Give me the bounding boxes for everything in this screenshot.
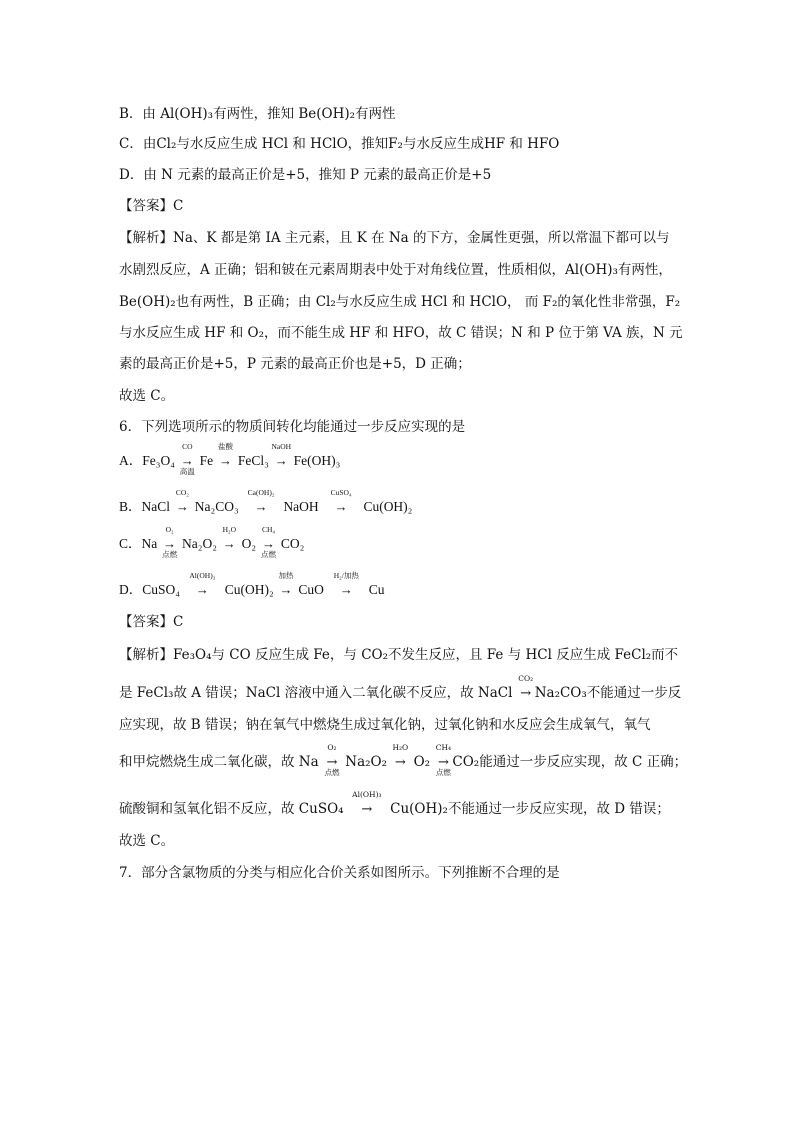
q5-answer: [119, 197, 734, 215]
species: O₂: [241, 536, 257, 551]
species: FeCl₃: [237, 453, 269, 468]
q6-conclusion: 故选 C。: [119, 833, 175, 849]
q6-option-c: C．Na O₂ → 点燃 Na₂O₂ H₂O → O₂ CH₄ → 点燃 CO₂: [119, 525, 305, 559]
reaction-arrow: CO₂ →: [175, 488, 189, 514]
q6-analysis-line-2: 是 FeCl₃故 A 错误；NaCl 溶液中通入二氧化碳不反应，故 NaCl CO₂ → Na₂CO₃不能通过一步反: [119, 674, 682, 701]
reaction-arrow: Ca(OH)₂ →: [247, 488, 275, 514]
analysis-text: Na、K 都是第 IA 主元素，且 K 在 Na 的下方，金属性更强，所以常温下都可以与: [173, 230, 670, 246]
species: Na₂O₂: [182, 536, 217, 551]
answer-label: 【答案】: [119, 614, 173, 630]
q6-analysis-line-1: [119, 646, 734, 664]
q5-option-c: C．由Cl₂与水反应生成 HCl 和 HClO，推知F₂与水反应生成HF 和 HFO: [119, 136, 560, 152]
reaction-arrow: 加热 →: [278, 571, 294, 597]
species: NaOH: [283, 499, 319, 514]
analysis-text: Fe₃O₄与 CO 反应生成 Fe，与 CO₂不发生反应，且 Fe 与 HCl 反应生成 FeCl₂而不: [173, 647, 679, 663]
species: CuSO₄: [142, 582, 180, 597]
reaction-arrow: CO → 高温: [179, 442, 195, 476]
species: Na: [141, 536, 158, 551]
reaction-arrow: CO₂ →: [518, 674, 534, 701]
q5-conclusion: 故选 C。: [119, 388, 175, 404]
species: CO₂: [280, 536, 305, 551]
species: NaCl: [141, 499, 171, 514]
species: CuO: [298, 582, 324, 597]
q6-stem: 6．下列选项所示的物质间转化均能通过一步反应实现的是: [119, 419, 466, 435]
species: Na₂CO₃: [194, 499, 239, 514]
q5-analysis-line-5: 素的最高正价是+5，P 元素的最高正价也是+5，D 正确；: [119, 356, 471, 372]
reaction-arrow: 盐酸 →: [218, 442, 234, 468]
q6-option-a: A．Fe₃O₄ CO → 高温 Fe 盐酸 → FeCl₃ NaOH → Fe(OH)₃: [119, 442, 341, 476]
answer-value: C: [173, 198, 184, 214]
reaction-arrow: O₂ → 点燃: [162, 525, 178, 559]
species: Fe: [199, 453, 214, 468]
q5-analysis-line-4: 与水反应生成 HF 和 O₂，而不能生成 HF 和 HFO，故 C 错误；N 和 P 位于第 VA 族，N 元: [119, 325, 683, 341]
species: Na₂O₂: [345, 754, 388, 770]
species: Cu: [368, 582, 385, 597]
species: Cu(OH)₂: [224, 582, 274, 597]
q7-stem: 7．部分含氯物质的分类与相应化合价关系如图所示。下列推断不合理的是: [119, 865, 560, 881]
reaction-arrow: Al(OH)₃ →: [189, 571, 216, 597]
q6-option-d: D．CuSO₄ Al(OH)₃ → Cu(OH)₂ 加热 → CuO H₂/加热 → Cu: [119, 571, 385, 597]
q5-option-b: B．由 Al(OH)₃有两性，推知 Be(OH)₂有两性: [119, 106, 396, 122]
reaction-arrow: O₂ → 点燃: [324, 743, 340, 777]
reaction-arrow: CH₄ → 点燃: [261, 525, 277, 559]
species: Fe₃O₄: [142, 453, 175, 468]
q6-analysis-line-4: 和甲烷燃烧生成二氧化碳，故 Na O₂ → 点燃 Na₂O₂ H₂O → O₂ CH₄ → 点燃 CO₂能通过一步反应实现，故 C 正确；: [119, 743, 688, 777]
reaction-arrow: H₂O →: [222, 525, 237, 551]
analysis-label: 【解析】: [119, 230, 173, 246]
reaction-arrow: H₂/加热 →: [333, 571, 359, 597]
q6-analysis-line-5: 硫酸铜和氢氧化铝不反应，故 CuSO₄ Al(OH)₃ → Cu(OH)₂不能通过一步反应实现，故 D 错误；: [119, 790, 670, 817]
analysis-label: 【解析】: [119, 647, 173, 663]
species: O₂: [413, 754, 431, 770]
answer-value: C: [173, 614, 184, 630]
q5-analysis-line-1: [119, 229, 734, 247]
q6-answer: [119, 613, 734, 631]
q6-option-b: B．NaCl CO₂ → Na₂CO₃ Ca(OH)₂ → NaOH CuSO₄ → Cu(OH)₂: [119, 488, 413, 514]
reaction-arrow: Al(OH)₃ →: [352, 790, 382, 817]
reaction-arrow: CuSO₄ →: [330, 488, 352, 514]
species: Fe(OH)₃: [293, 453, 341, 468]
q5-option-d: D．由 N 元素的最高正价是+5，推知 P 元素的最高正价是+5: [119, 167, 492, 183]
answer-label: 【答案】: [119, 198, 173, 214]
species: Cu(OH)₂: [363, 499, 413, 514]
q6-analysis-line-3: 应实现，故 B 错误；钠在氧气中燃烧生成过氧化钠，过氧化钠和水反应会生成氧气，氧气: [119, 717, 651, 733]
q5-analysis-line-2: 水剧烈反应，A 正确；铝和铍在元素周期表中处于对角线位置，性质相似，Al(OH)₃有两性，: [119, 262, 672, 278]
reaction-arrow: H₂O →: [392, 743, 409, 770]
reaction-arrow: NaOH →: [271, 442, 292, 468]
q5-analysis-line-3: Be(OH)₂也有两性，B 正确；由 Cl₂与水反应生成 HCl 和 HClO， 而 F₂的氧化性非常强，F₂: [119, 294, 681, 310]
reaction-arrow: CH₄ → 点燃: [435, 743, 452, 777]
